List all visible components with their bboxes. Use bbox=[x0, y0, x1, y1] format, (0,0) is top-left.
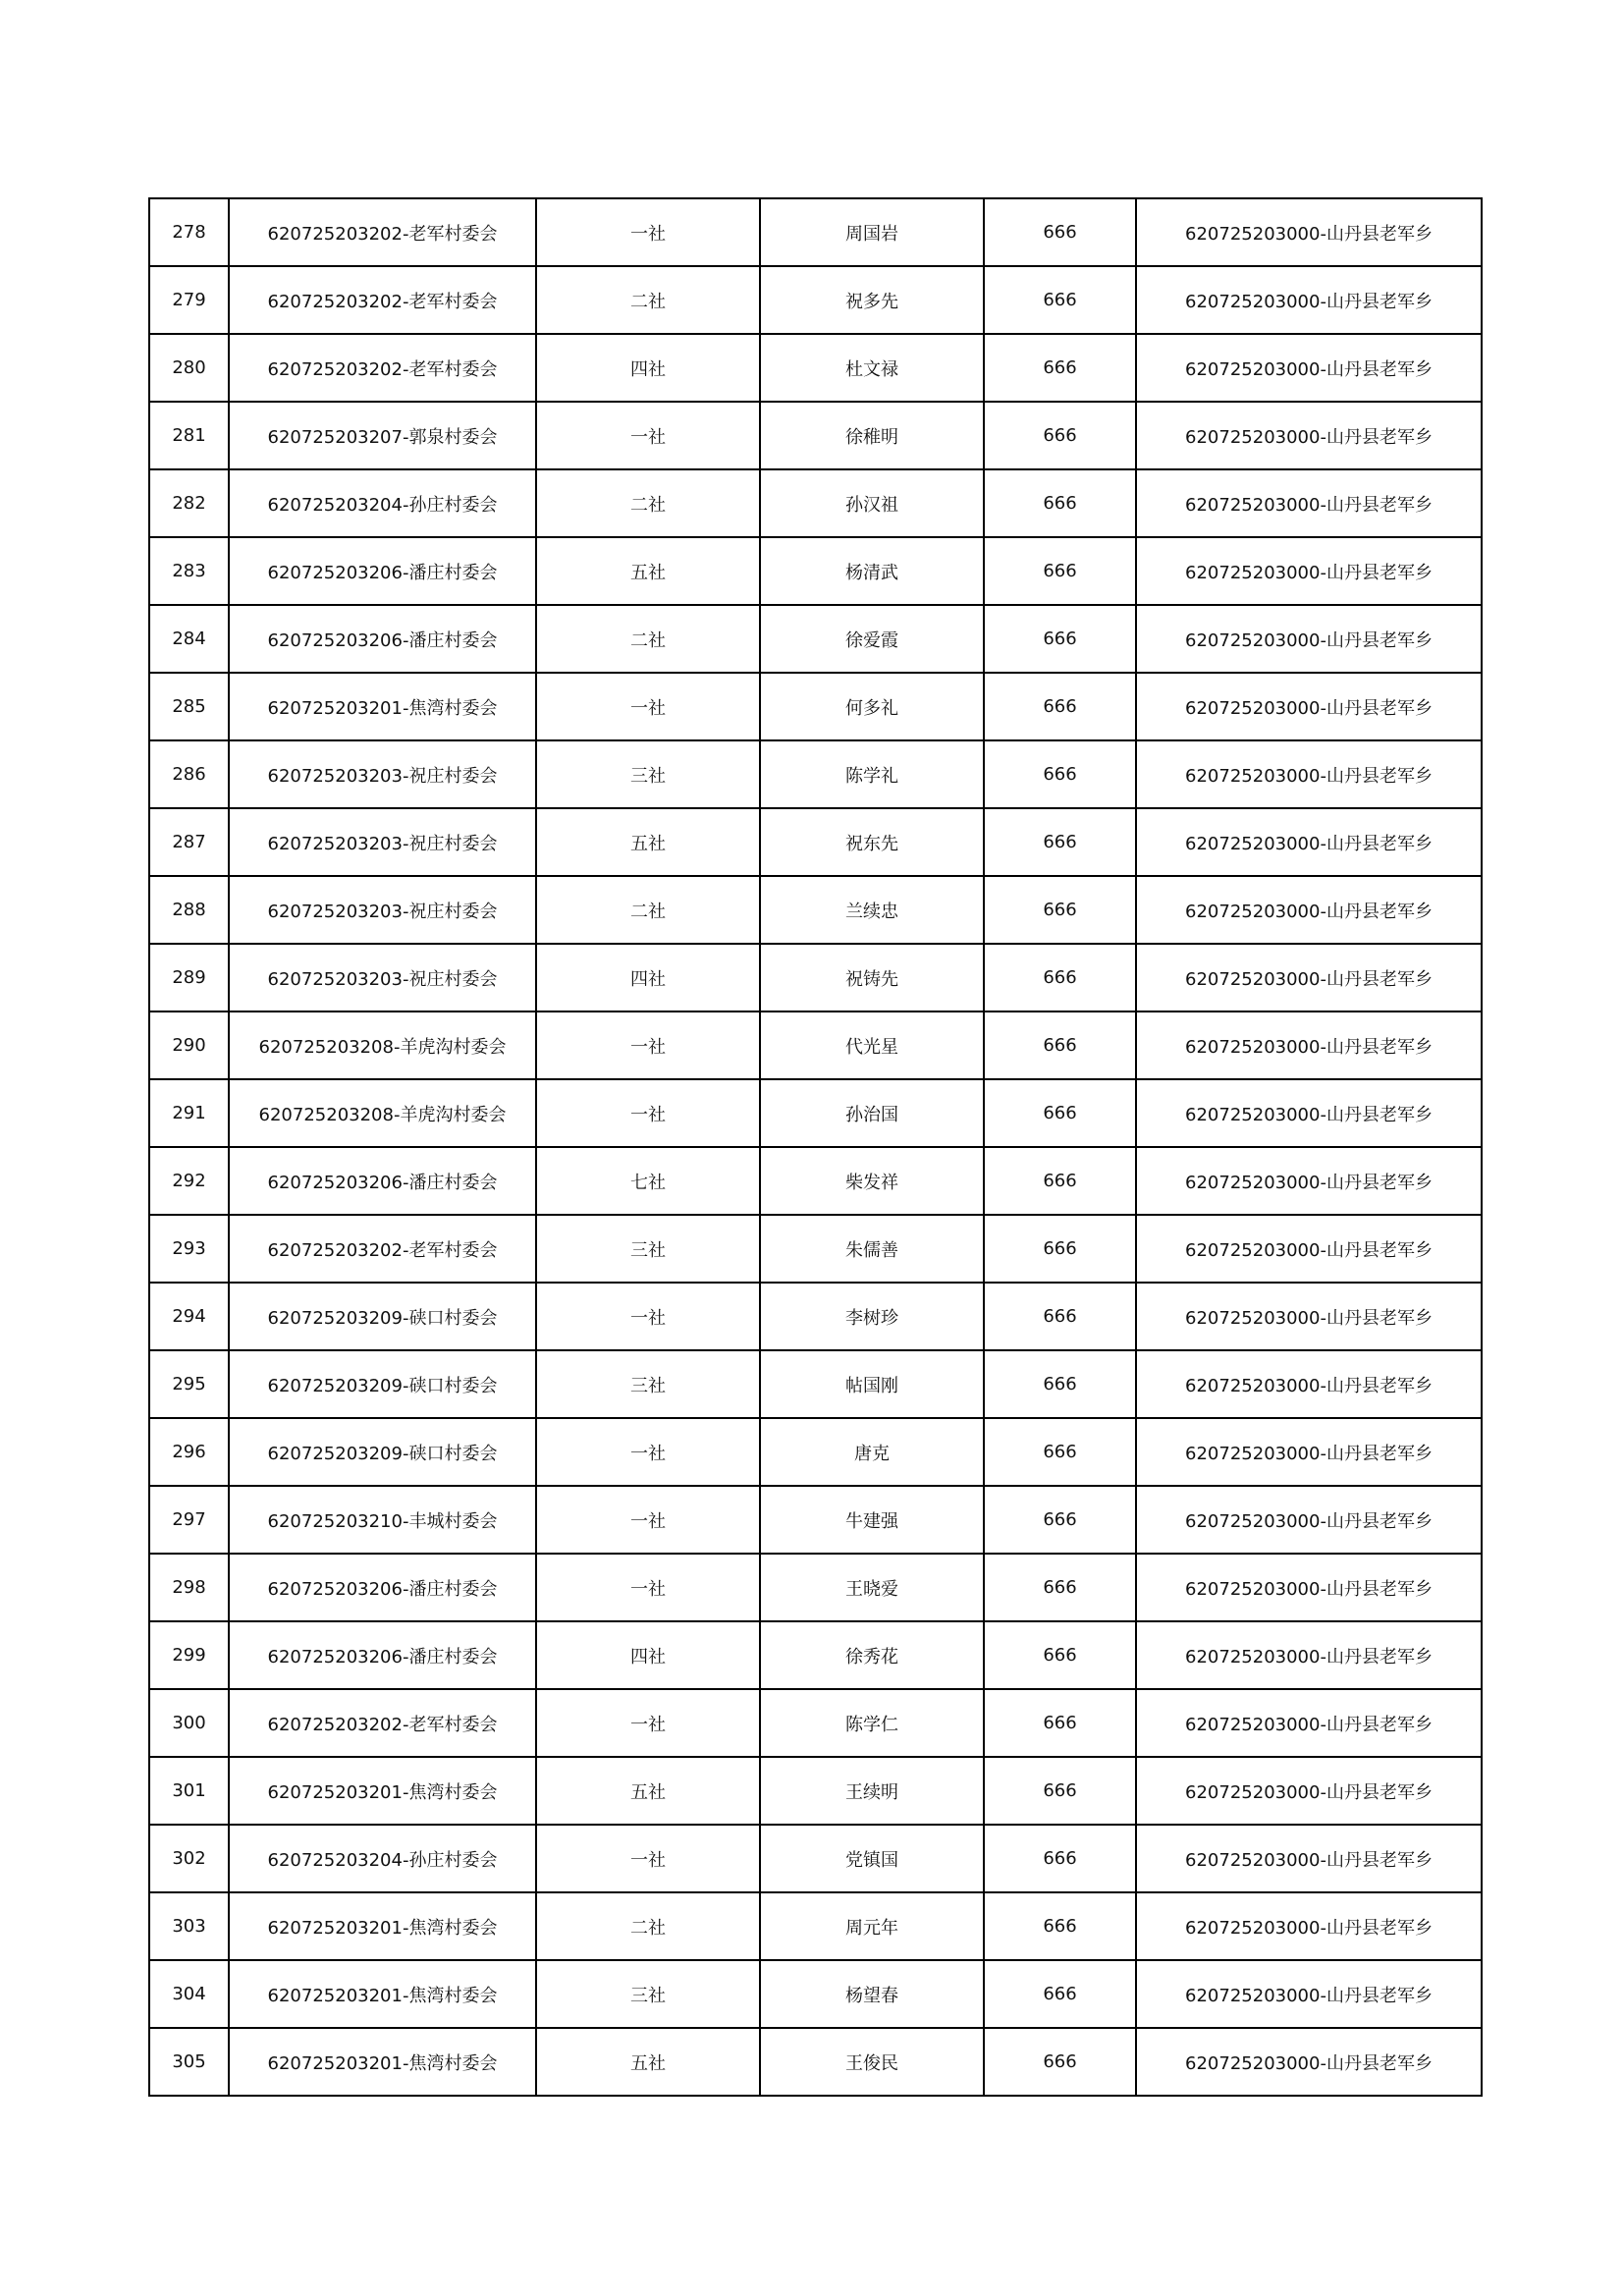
village-committee-cell: 620725203202-老军村委会 bbox=[229, 1689, 536, 1757]
village-committee-cell: 620725203207-郭泉村委会 bbox=[229, 402, 536, 469]
village-committee-cell: 620725203210-丰城村委会 bbox=[229, 1486, 536, 1554]
village-committee-cell: 620725203201-焦湾村委会 bbox=[229, 1757, 536, 1825]
table-row bbox=[149, 1418, 1482, 1486]
village-committee-cell: 620725203208-羊虎沟村委会 bbox=[229, 1079, 536, 1147]
township-cell: 620725203000-山丹县老军乡 bbox=[1136, 1215, 1482, 1283]
villager-group-cell: 二社 bbox=[536, 469, 760, 537]
village-committee-cell: 620725203201-焦湾村委会 bbox=[229, 2028, 536, 2096]
villager-group-cell: 二社 bbox=[536, 876, 760, 944]
row-number-cell: 290 bbox=[149, 1011, 229, 1079]
table-row bbox=[149, 1892, 1482, 1960]
table-row bbox=[149, 402, 1482, 469]
row-number-cell: 280 bbox=[149, 334, 229, 402]
row-number-cell: 282 bbox=[149, 469, 229, 537]
table-row bbox=[149, 1215, 1482, 1283]
township-cell: 620725203000-山丹县老军乡 bbox=[1136, 944, 1482, 1011]
row-number-cell: 299 bbox=[149, 1621, 229, 1689]
table-row bbox=[149, 1757, 1482, 1825]
table-row bbox=[149, 1283, 1482, 1350]
amount-cell: 666 bbox=[984, 537, 1136, 605]
person-name-cell: 祝多先 bbox=[760, 266, 984, 334]
village-committee-cell: 620725203202-老军村委会 bbox=[229, 1215, 536, 1283]
amount-cell: 666 bbox=[984, 1418, 1136, 1486]
amount-cell: 666 bbox=[984, 334, 1136, 402]
township-cell: 620725203000-山丹县老军乡 bbox=[1136, 740, 1482, 808]
amount-cell: 666 bbox=[984, 1283, 1136, 1350]
row-number-cell: 304 bbox=[149, 1960, 229, 2028]
township-cell: 620725203000-山丹县老军乡 bbox=[1136, 1283, 1482, 1350]
amount-cell: 666 bbox=[984, 1486, 1136, 1554]
amount-cell: 666 bbox=[984, 1079, 1136, 1147]
row-number-cell: 305 bbox=[149, 2028, 229, 2096]
township-cell: 620725203000-山丹县老军乡 bbox=[1136, 1689, 1482, 1757]
row-number-cell: 300 bbox=[149, 1689, 229, 1757]
roster-table-body bbox=[149, 198, 1482, 2096]
villager-group-cell: 五社 bbox=[536, 537, 760, 605]
township-cell: 620725203000-山丹县老军乡 bbox=[1136, 334, 1482, 402]
township-cell: 620725203000-山丹县老军乡 bbox=[1136, 2028, 1482, 2096]
township-cell: 620725203000-山丹县老军乡 bbox=[1136, 537, 1482, 605]
villager-group-cell: 七社 bbox=[536, 1147, 760, 1215]
village-committee-cell: 620725203203-祝庄村委会 bbox=[229, 740, 536, 808]
villager-group-cell: 五社 bbox=[536, 808, 760, 876]
amount-cell: 666 bbox=[984, 1011, 1136, 1079]
person-name-cell: 徐爱霞 bbox=[760, 605, 984, 673]
row-number-cell: 293 bbox=[149, 1215, 229, 1283]
villager-group-cell: 三社 bbox=[536, 1960, 760, 2028]
amount-cell: 666 bbox=[984, 876, 1136, 944]
person-name-cell: 孙治国 bbox=[760, 1079, 984, 1147]
villager-group-cell: 五社 bbox=[536, 2028, 760, 2096]
person-name-cell: 唐克 bbox=[760, 1418, 984, 1486]
person-name-cell: 朱儒善 bbox=[760, 1215, 984, 1283]
table-row bbox=[149, 605, 1482, 673]
village-committee-cell: 620725203209-硖口村委会 bbox=[229, 1418, 536, 1486]
row-number-cell: 288 bbox=[149, 876, 229, 944]
row-number-cell: 297 bbox=[149, 1486, 229, 1554]
table-row bbox=[149, 808, 1482, 876]
row-number-cell: 294 bbox=[149, 1283, 229, 1350]
villager-group-cell: 一社 bbox=[536, 1689, 760, 1757]
person-name-cell: 何多礼 bbox=[760, 673, 984, 740]
table-row bbox=[149, 740, 1482, 808]
person-name-cell: 徐稚明 bbox=[760, 402, 984, 469]
villager-group-cell: 四社 bbox=[536, 944, 760, 1011]
table-row bbox=[149, 1350, 1482, 1418]
township-cell: 620725203000-山丹县老军乡 bbox=[1136, 1147, 1482, 1215]
row-number-cell: 279 bbox=[149, 266, 229, 334]
village-committee-cell: 620725203201-焦湾村委会 bbox=[229, 1960, 536, 2028]
table-row bbox=[149, 334, 1482, 402]
village-committee-cell: 620725203202-老军村委会 bbox=[229, 198, 536, 266]
row-number-cell: 278 bbox=[149, 198, 229, 266]
table-row bbox=[149, 266, 1482, 334]
amount-cell: 666 bbox=[984, 1147, 1136, 1215]
person-name-cell: 陈学礼 bbox=[760, 740, 984, 808]
table-row bbox=[149, 198, 1482, 266]
amount-cell: 666 bbox=[984, 740, 1136, 808]
amount-cell: 666 bbox=[984, 469, 1136, 537]
row-number-cell: 284 bbox=[149, 605, 229, 673]
villager-group-cell: 四社 bbox=[536, 1621, 760, 1689]
table-row bbox=[149, 1960, 1482, 2028]
person-name-cell: 孙汉祖 bbox=[760, 469, 984, 537]
row-number-cell: 291 bbox=[149, 1079, 229, 1147]
person-name-cell: 代光星 bbox=[760, 1011, 984, 1079]
township-cell: 620725203000-山丹县老军乡 bbox=[1136, 198, 1482, 266]
row-number-cell: 286 bbox=[149, 740, 229, 808]
villager-group-cell: 二社 bbox=[536, 266, 760, 334]
amount-cell: 666 bbox=[984, 1757, 1136, 1825]
amount-cell: 666 bbox=[984, 198, 1136, 266]
township-cell: 620725203000-山丹县老军乡 bbox=[1136, 1892, 1482, 1960]
township-cell: 620725203000-山丹县老军乡 bbox=[1136, 1350, 1482, 1418]
amount-cell: 666 bbox=[984, 2028, 1136, 2096]
villager-group-cell: 三社 bbox=[536, 1350, 760, 1418]
villager-group-cell: 三社 bbox=[536, 1215, 760, 1283]
row-number-cell: 295 bbox=[149, 1350, 229, 1418]
village-committee-cell: 620725203209-硖口村委会 bbox=[229, 1283, 536, 1350]
township-cell: 620725203000-山丹县老军乡 bbox=[1136, 673, 1482, 740]
person-name-cell: 杜文禄 bbox=[760, 334, 984, 402]
person-name-cell: 王俊民 bbox=[760, 2028, 984, 2096]
villager-group-cell: 一社 bbox=[536, 1079, 760, 1147]
person-name-cell: 祝东先 bbox=[760, 808, 984, 876]
row-number-cell: 301 bbox=[149, 1757, 229, 1825]
township-cell: 620725203000-山丹县老军乡 bbox=[1136, 1757, 1482, 1825]
person-name-cell: 牛建强 bbox=[760, 1486, 984, 1554]
village-committee-cell: 620725203201-焦湾村委会 bbox=[229, 1892, 536, 1960]
township-cell: 620725203000-山丹县老军乡 bbox=[1136, 1621, 1482, 1689]
person-name-cell: 徐秀花 bbox=[760, 1621, 984, 1689]
village-committee-cell: 620725203202-老军村委会 bbox=[229, 334, 536, 402]
amount-cell: 666 bbox=[984, 808, 1136, 876]
person-name-cell: 周国岩 bbox=[760, 198, 984, 266]
amount-cell: 666 bbox=[984, 402, 1136, 469]
villager-group-cell: 一社 bbox=[536, 1011, 760, 1079]
person-name-cell: 柴发祥 bbox=[760, 1147, 984, 1215]
row-number-cell: 287 bbox=[149, 808, 229, 876]
township-cell: 620725203000-山丹县老军乡 bbox=[1136, 1011, 1482, 1079]
amount-cell: 666 bbox=[984, 1621, 1136, 1689]
township-cell: 620725203000-山丹县老军乡 bbox=[1136, 1960, 1482, 2028]
table-row bbox=[149, 469, 1482, 537]
township-cell: 620725203000-山丹县老军乡 bbox=[1136, 1079, 1482, 1147]
row-number-cell: 296 bbox=[149, 1418, 229, 1486]
township-cell: 620725203000-山丹县老军乡 bbox=[1136, 1554, 1482, 1621]
person-name-cell: 杨清武 bbox=[760, 537, 984, 605]
table-row bbox=[149, 1825, 1482, 1892]
table-row bbox=[149, 673, 1482, 740]
row-number-cell: 298 bbox=[149, 1554, 229, 1621]
amount-cell: 666 bbox=[984, 1689, 1136, 1757]
villager-group-cell: 四社 bbox=[536, 334, 760, 402]
person-name-cell: 王晓爱 bbox=[760, 1554, 984, 1621]
village-committee-cell: 620725203202-老军村委会 bbox=[229, 266, 536, 334]
villager-group-cell: 二社 bbox=[536, 605, 760, 673]
amount-cell: 666 bbox=[984, 1892, 1136, 1960]
row-number-cell: 302 bbox=[149, 1825, 229, 1892]
villager-group-cell: 一社 bbox=[536, 1283, 760, 1350]
row-number-cell: 289 bbox=[149, 944, 229, 1011]
villager-group-cell: 一社 bbox=[536, 1486, 760, 1554]
row-number-cell: 285 bbox=[149, 673, 229, 740]
villager-group-cell: 一社 bbox=[536, 1554, 760, 1621]
amount-cell: 666 bbox=[984, 1215, 1136, 1283]
table-row bbox=[149, 944, 1482, 1011]
township-cell: 620725203000-山丹县老军乡 bbox=[1136, 1486, 1482, 1554]
township-cell: 620725203000-山丹县老军乡 bbox=[1136, 605, 1482, 673]
row-number-cell: 281 bbox=[149, 402, 229, 469]
roster-table bbox=[148, 197, 1483, 2097]
person-name-cell: 陈学仁 bbox=[760, 1689, 984, 1757]
township-cell: 620725203000-山丹县老军乡 bbox=[1136, 402, 1482, 469]
table-row bbox=[149, 537, 1482, 605]
table-row bbox=[149, 1621, 1482, 1689]
village-committee-cell: 620725203206-潘庄村委会 bbox=[229, 1554, 536, 1621]
table-row bbox=[149, 876, 1482, 944]
person-name-cell: 杨望春 bbox=[760, 1960, 984, 2028]
villager-group-cell: 一社 bbox=[536, 673, 760, 740]
township-cell: 620725203000-山丹县老军乡 bbox=[1136, 876, 1482, 944]
amount-cell: 666 bbox=[984, 605, 1136, 673]
village-committee-cell: 620725203203-祝庄村委会 bbox=[229, 876, 536, 944]
table-row bbox=[149, 1011, 1482, 1079]
person-name-cell: 党镇国 bbox=[760, 1825, 984, 1892]
person-name-cell: 兰续忠 bbox=[760, 876, 984, 944]
villager-group-cell: 一社 bbox=[536, 1418, 760, 1486]
amount-cell: 666 bbox=[984, 266, 1136, 334]
amount-cell: 666 bbox=[984, 1825, 1136, 1892]
row-number-cell: 292 bbox=[149, 1147, 229, 1215]
village-committee-cell: 620725203206-潘庄村委会 bbox=[229, 605, 536, 673]
township-cell: 620725203000-山丹县老军乡 bbox=[1136, 1418, 1482, 1486]
row-number-cell: 283 bbox=[149, 537, 229, 605]
person-name-cell: 祝铸先 bbox=[760, 944, 984, 1011]
person-name-cell: 帖国刚 bbox=[760, 1350, 984, 1418]
township-cell: 620725203000-山丹县老军乡 bbox=[1136, 808, 1482, 876]
township-cell: 620725203000-山丹县老军乡 bbox=[1136, 469, 1482, 537]
table-row bbox=[149, 1079, 1482, 1147]
village-committee-cell: 620725203203-祝庄村委会 bbox=[229, 808, 536, 876]
row-number-cell: 303 bbox=[149, 1892, 229, 1960]
person-name-cell: 周元年 bbox=[760, 1892, 984, 1960]
amount-cell: 666 bbox=[984, 673, 1136, 740]
villager-group-cell: 一社 bbox=[536, 1825, 760, 1892]
village-committee-cell: 620725203206-潘庄村委会 bbox=[229, 537, 536, 605]
villager-group-cell: 一社 bbox=[536, 198, 760, 266]
township-cell: 620725203000-山丹县老军乡 bbox=[1136, 266, 1482, 334]
amount-cell: 666 bbox=[984, 1554, 1136, 1621]
villager-group-cell: 一社 bbox=[536, 402, 760, 469]
village-committee-cell: 620725203208-羊虎沟村委会 bbox=[229, 1011, 536, 1079]
table-row bbox=[149, 1689, 1482, 1757]
township-cell: 620725203000-山丹县老军乡 bbox=[1136, 1825, 1482, 1892]
table-row bbox=[149, 1486, 1482, 1554]
amount-cell: 666 bbox=[984, 1960, 1136, 2028]
villager-group-cell: 三社 bbox=[536, 740, 760, 808]
village-committee-cell: 620725203206-潘庄村委会 bbox=[229, 1147, 536, 1215]
village-committee-cell: 620725203206-潘庄村委会 bbox=[229, 1621, 536, 1689]
village-committee-cell: 620725203204-孙庄村委会 bbox=[229, 469, 536, 537]
amount-cell: 666 bbox=[984, 1350, 1136, 1418]
village-committee-cell: 620725203209-硖口村委会 bbox=[229, 1350, 536, 1418]
villager-group-cell: 二社 bbox=[536, 1892, 760, 1960]
village-committee-cell: 620725203201-焦湾村委会 bbox=[229, 673, 536, 740]
village-committee-cell: 620725203204-孙庄村委会 bbox=[229, 1825, 536, 1892]
amount-cell: 666 bbox=[984, 944, 1136, 1011]
table-row bbox=[149, 2028, 1482, 2096]
villager-group-cell: 五社 bbox=[536, 1757, 760, 1825]
village-committee-cell: 620725203203-祝庄村委会 bbox=[229, 944, 536, 1011]
table-row bbox=[149, 1147, 1482, 1215]
person-name-cell: 王续明 bbox=[760, 1757, 984, 1825]
table-row bbox=[149, 1554, 1482, 1621]
person-name-cell: 李树珍 bbox=[760, 1283, 984, 1350]
